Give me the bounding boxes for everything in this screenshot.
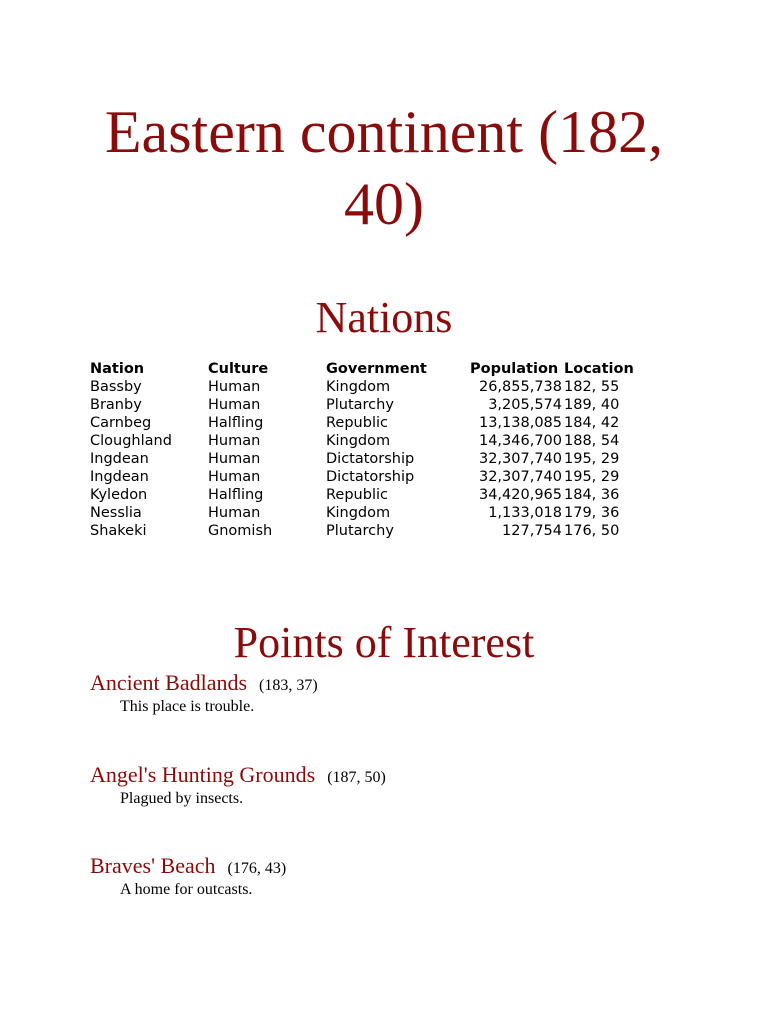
column-header-government: Government — [326, 361, 427, 377]
poi-header — [90, 762, 386, 788]
column-header-location: Location — [564, 361, 634, 377]
culture-cell: Human — [208, 451, 261, 467]
nations-table-body — [88, 378, 644, 540]
location-cell: 188, 54 — [564, 433, 620, 449]
poi-header — [90, 670, 318, 696]
location-cell: 182, 55 — [564, 379, 620, 395]
location-cell: 184, 42 — [564, 415, 620, 431]
poi-item — [90, 762, 386, 808]
culture-cell: Gnomish — [208, 523, 273, 539]
population-cell: 1,133,018 — [488, 505, 562, 521]
poi-header — [90, 853, 286, 879]
location-cell: 189, 40 — [564, 397, 620, 413]
location-cell: 184, 36 — [564, 487, 620, 503]
culture-cell: Human — [208, 433, 261, 449]
poi-description: A home for outcasts. — [120, 881, 253, 898]
poi-coordinates: (176, 43) — [227, 860, 287, 877]
table-row — [88, 486, 644, 504]
government-cell: Kingdom — [326, 379, 391, 395]
nation-cell: Branby — [90, 397, 142, 413]
culture-cell: Halfling — [208, 487, 264, 503]
table-row — [88, 504, 644, 522]
population-cell: 13,138,085 — [478, 415, 562, 431]
column-header-nation: Nation — [90, 361, 145, 377]
poi-description: Plagued by insects. — [120, 790, 244, 807]
government-cell: Dictatorship — [326, 451, 415, 467]
culture-cell: Human — [208, 469, 261, 485]
nation-cell: Carnbeg — [90, 415, 152, 431]
poi-name: Angel's Hunting Grounds — [90, 762, 316, 787]
nation-cell: Ingdean — [90, 451, 149, 467]
nation-cell: Nesslia — [90, 505, 142, 521]
table-row — [88, 450, 644, 468]
poi-item — [90, 670, 318, 716]
poi-name: Braves' Beach — [90, 853, 216, 878]
government-cell: Republic — [326, 415, 388, 431]
population-cell: 14,346,700 — [478, 433, 562, 449]
points-of-interest-heading: Points of Interest — [233, 618, 535, 667]
poi-description: This place is trouble. — [120, 698, 255, 715]
culture-cell: Human — [208, 397, 261, 413]
column-header-culture: Culture — [208, 361, 269, 377]
population-cell: 3,205,574 — [488, 397, 562, 413]
poi-coordinates: (187, 50) — [327, 769, 386, 786]
nations-heading: Nations — [315, 293, 453, 342]
government-cell: Plutarchy — [326, 397, 394, 413]
population-cell: 34,420,965 — [478, 487, 562, 503]
table-row — [88, 378, 644, 396]
government-cell: Dictatorship — [326, 469, 415, 485]
nation-cell: Kyledon — [90, 487, 148, 503]
location-cell: 195, 29 — [564, 469, 620, 485]
population-cell: 32,307,740 — [478, 451, 562, 467]
column-header-population: Population — [470, 361, 559, 377]
location-cell: 176, 50 — [564, 523, 620, 539]
nations-table — [88, 360, 644, 540]
table-row — [88, 432, 644, 450]
population-cell: 26,855,738 — [478, 379, 562, 395]
location-cell: 179, 36 — [564, 505, 620, 521]
government-cell: Plutarchy — [326, 523, 394, 539]
location-cell: 195, 29 — [564, 451, 620, 467]
government-cell: Republic — [326, 487, 388, 503]
population-cell: 127,754 — [502, 523, 562, 539]
poi-name: Ancient Badlands — [90, 670, 248, 695]
government-cell: Kingdom — [326, 505, 391, 521]
poi-item — [90, 853, 286, 899]
poi-coordinates: (183, 37) — [259, 677, 318, 694]
table-row — [88, 396, 644, 414]
population-cell: 32,307,740 — [478, 469, 562, 485]
page-title: Eastern continent (182, 40) — [104, 99, 664, 237]
nation-cell: Bassby — [90, 379, 142, 395]
table-header-row — [88, 360, 644, 378]
culture-cell: Halfling — [208, 415, 264, 431]
culture-cell: Human — [208, 379, 261, 395]
nation-cell: Shakeki — [90, 523, 147, 539]
table-row — [88, 468, 644, 486]
culture-cell: Human — [208, 505, 261, 521]
table-row — [88, 414, 644, 432]
table-row — [88, 522, 644, 540]
nation-cell: Cloughland — [90, 433, 172, 449]
nation-cell: Ingdean — [90, 469, 149, 485]
government-cell: Kingdom — [326, 433, 391, 449]
